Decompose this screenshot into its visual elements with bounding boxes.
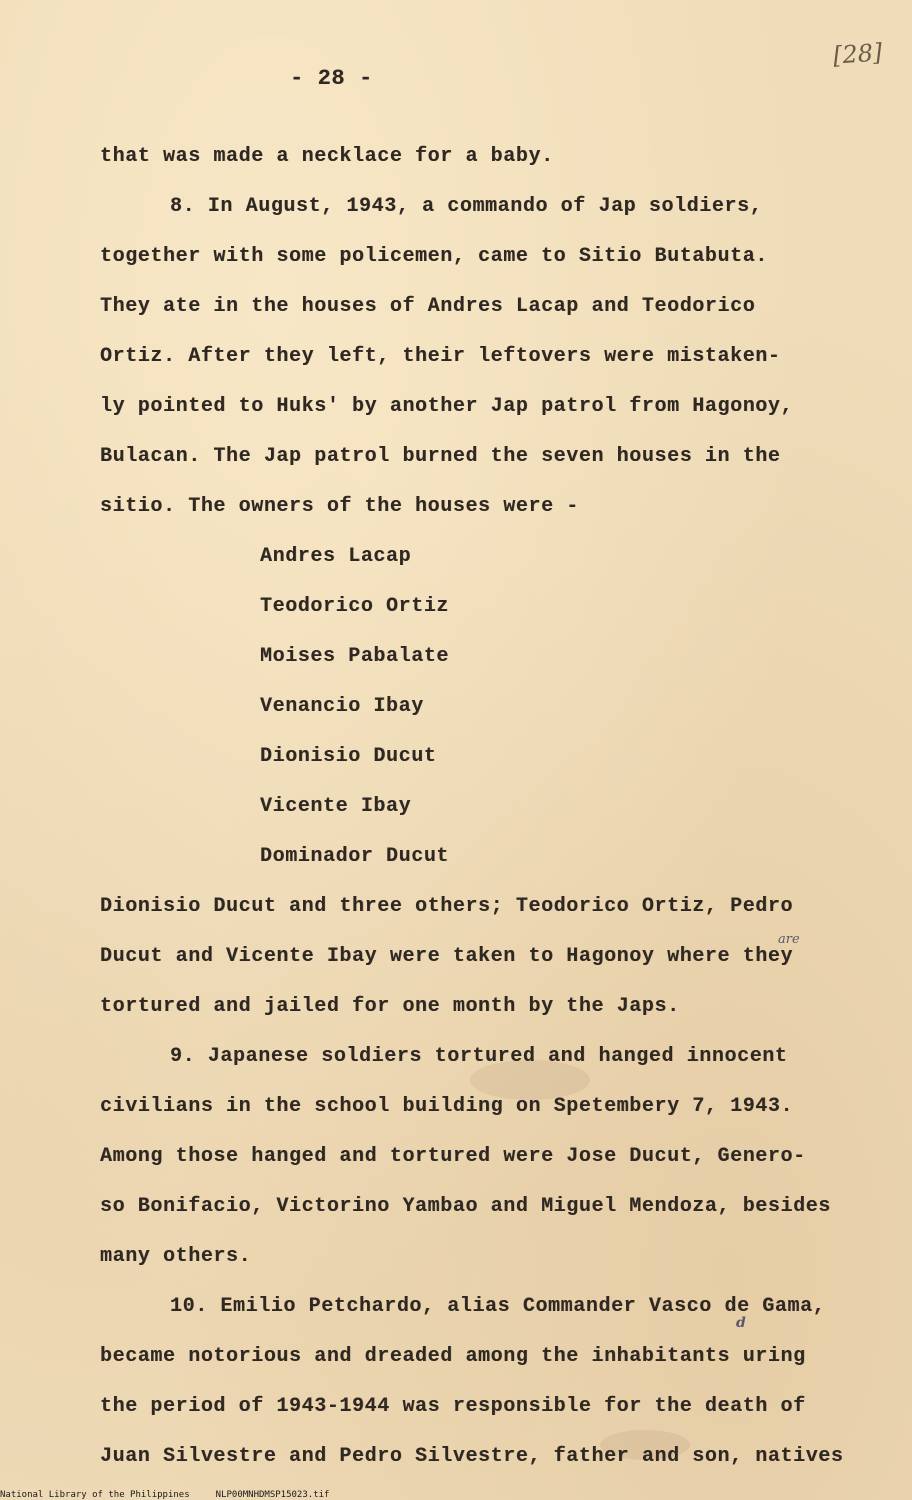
owner-list-item: Andres Lacap [260, 545, 412, 568]
text-line: Juan Silvestre and Pedro Silvestre, father and son, natives [100, 1445, 844, 1468]
owner-list-item: Moises Pabalate [260, 645, 450, 668]
text-line: Among those hanged and tortured were Jose Ducut, Genero- [100, 1145, 806, 1168]
text-line: so Bonifacio, Victorino Yambao and Miguel Mendoza, besides [100, 1195, 831, 1218]
text-line: Ducut and Vicente Ibay were taken to Hagonoy where they [100, 945, 794, 968]
text-line: 10. Emilio Petchardo, alias Commander Vasco de Gama, [170, 1295, 826, 1318]
text-line: that was made a necklace for a baby. [100, 145, 554, 168]
footer-file-id: NLP00MNHDMSP15023.tif [215, 1490, 330, 1500]
text-line: became notorious and dreaded among the inhabitants uring [100, 1345, 806, 1368]
text-line: many others. [100, 1245, 252, 1268]
owner-list-item: Teodorico Ortiz [260, 595, 450, 618]
handwritten-insert: d [736, 1315, 746, 1331]
text-line: sitio. The owners of the houses were - [100, 495, 579, 518]
text-line: ly pointed to Huks' by another Jap patrol from Hagonoy, [100, 395, 794, 418]
text-line: Bulacan. The Jap patrol burned the seven houses in the [100, 445, 781, 468]
text-line: civilians in the school building on Spetembery 7, 1943. [100, 1095, 794, 1118]
handwritten-page-number: [28] [831, 38, 883, 70]
owner-list-item: Venancio Ibay [260, 695, 424, 718]
archive-footer [0, 1490, 329, 1500]
footer-library: National Library of the Philippines [0, 1490, 190, 1500]
text-line: Dionisio Ducut and three others; Teodorico Ortiz, Pedro [100, 895, 794, 918]
handwritten-insert: are [778, 932, 800, 947]
text-line: Ortiz. After they left, their leftovers were mistaken- [100, 345, 781, 368]
text-line: together with some policemen, came to Sitio Butabuta. [100, 245, 768, 268]
owner-list-item: Dionisio Ducut [260, 745, 437, 768]
text-line: 9. Japanese soldiers tortured and hanged innocent [170, 1045, 788, 1068]
page-number: - 28 - [290, 66, 373, 91]
text-line: They ate in the houses of Andres Lacap and Teodorico [100, 295, 756, 318]
text-line: tortured and jailed for one month by the Japs. [100, 995, 680, 1018]
owner-list-item: Dominador Ducut [260, 845, 450, 868]
text-line: the period of 1943-1944 was responsible for the death of [100, 1395, 806, 1418]
owner-list-item: Vicente Ibay [260, 795, 412, 818]
text-line: 8. In August, 1943, a commando of Jap soldiers, [170, 195, 763, 218]
